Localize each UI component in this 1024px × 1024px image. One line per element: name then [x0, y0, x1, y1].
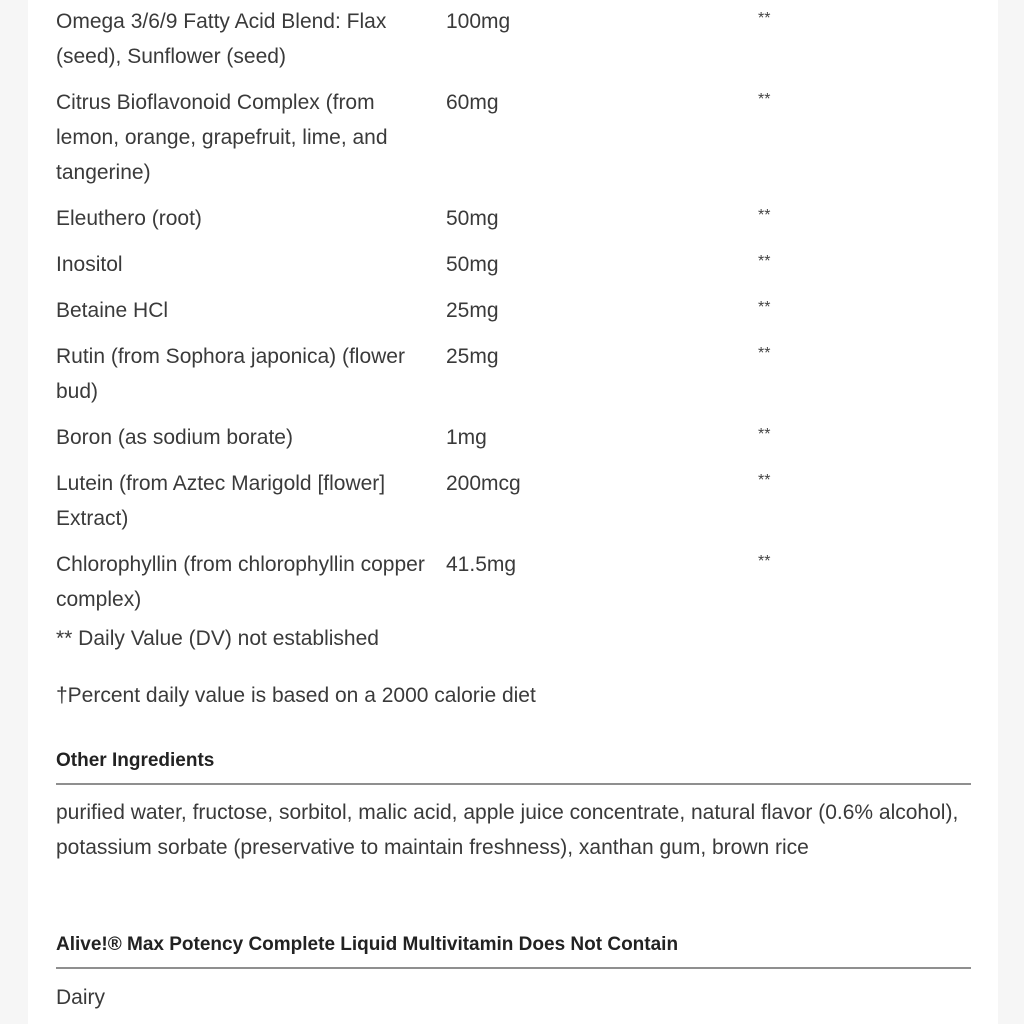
table-row: [56, 339, 971, 409]
ingredient-name: Boron (as sodium borate): [56, 426, 293, 449]
ingredients-table: [56, 4, 971, 628]
page-background: [28, 0, 998, 1024]
does-not-contain-text: Dairy: [56, 986, 106, 1009]
ingredient-daily-value: **: [758, 472, 771, 489]
ingredient-name: Inositol: [56, 253, 123, 276]
does-not-contain-heading: Alive!® Max Potency Complete Liquid Multivitamin Does Not Contain: [56, 931, 971, 969]
ingredient-name: Betaine HCl: [56, 299, 169, 322]
dv-not-established-note: ** Daily Value (DV) not established: [56, 627, 379, 650]
ingredient-daily-value: **: [758, 345, 771, 362]
ingredient-amount: 50mg: [446, 253, 499, 276]
other-ingredients-text: purified water, fructose, sorbitol, malic acid, apple juice concentrate, natural flavor (0.6% alcohol), potassium sorbate (preservative to maintain freshness), xanthan gum, brown rice: [56, 801, 959, 859]
table-row: [56, 201, 971, 236]
ingredient-name: Chlorophyllin (from chlorophyllin copper complex): [56, 553, 425, 611]
ingredient-name: Citrus Bioflavonoid Complex (from lemon, orange, grapefruit, lime, and tangerine): [56, 91, 388, 184]
table-row: [56, 547, 971, 617]
ingredient-amount: 25mg: [446, 299, 499, 322]
table-row: [56, 293, 971, 328]
ingredient-amount: 50mg: [446, 207, 499, 230]
table-row: [56, 420, 971, 455]
table-row: [56, 4, 971, 74]
ingredient-amount: 100mg: [446, 10, 511, 33]
ingredient-daily-value: **: [758, 553, 771, 570]
ingredient-amount: 200mcg: [446, 472, 521, 495]
table-row: [56, 85, 971, 190]
ingredient-daily-value: **: [758, 253, 771, 270]
ingredient-amount: 60mg: [446, 91, 499, 114]
ingredient-name: Lutein (from Aztec Marigold [flower] Extract): [56, 472, 386, 530]
ingredient-daily-value: **: [758, 91, 771, 108]
ingredient-amount: 1mg: [446, 426, 487, 449]
ingredient-amount: 41.5mg: [446, 553, 517, 576]
table-row: [56, 466, 971, 536]
ingredient-name: Rutin (from Sophora japonica) (flower bud): [56, 345, 405, 403]
ingredient-name: Eleuthero (root): [56, 207, 202, 230]
percent-daily-value-note: †Percent daily value is based on a 2000 calorie diet: [56, 684, 536, 707]
ingredient-amount: 25mg: [446, 345, 499, 368]
table-row: [56, 247, 971, 282]
ingredient-daily-value: **: [758, 299, 771, 316]
ingredient-daily-value: **: [758, 426, 771, 443]
ingredient-daily-value: **: [758, 10, 771, 27]
other-ingredients-heading: Other Ingredients: [56, 747, 971, 785]
ingredient-name: Omega 3/6/9 Fatty Acid Blend: Flax (seed), Sunflower (seed): [56, 10, 387, 68]
ingredient-daily-value: **: [758, 207, 771, 224]
